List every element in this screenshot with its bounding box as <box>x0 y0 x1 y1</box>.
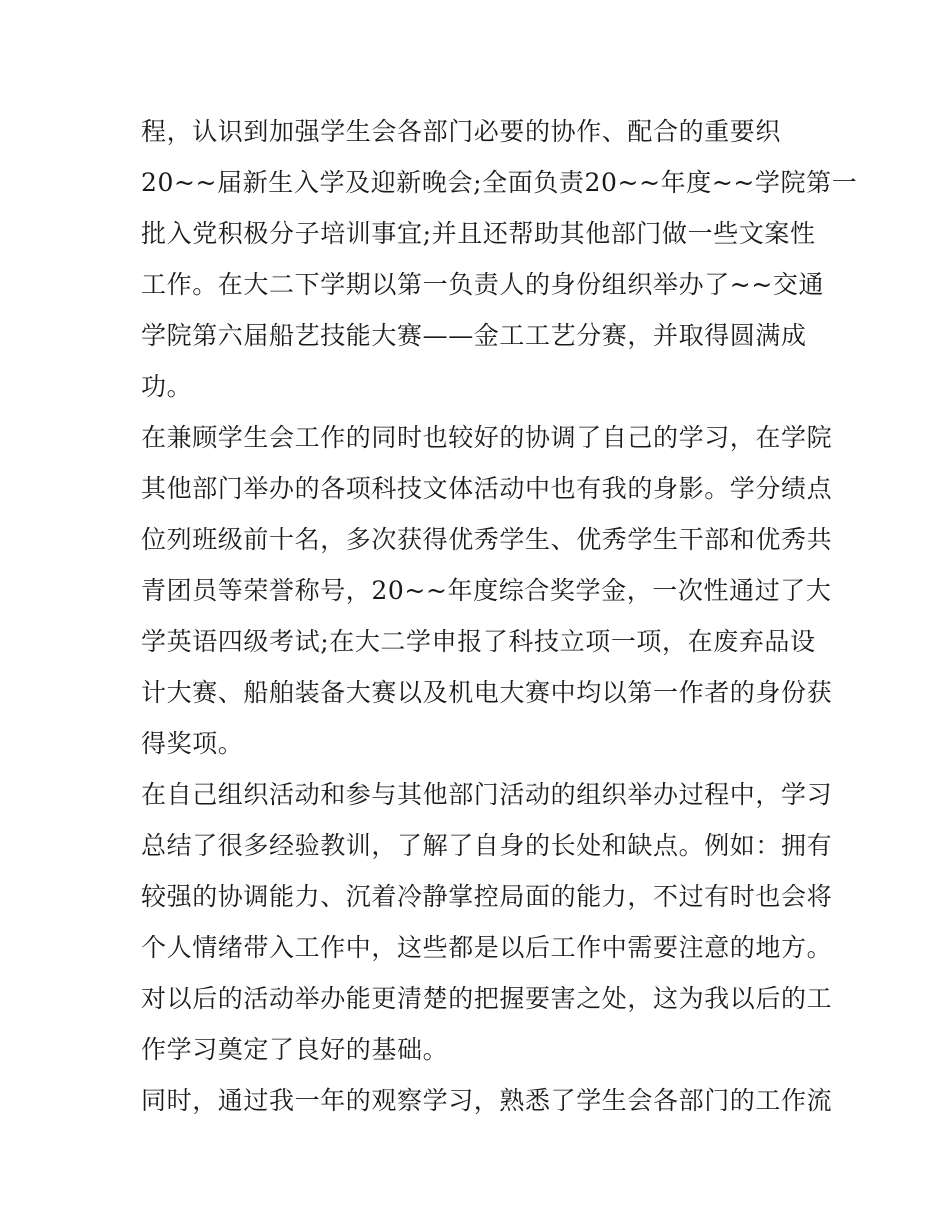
text-line: 在自己组织活动和参与其他部门活动的组织举办过程中，学习 <box>141 780 833 809</box>
text-line: 工作。在大二下学期以第一负责人的身份组织举办了~~交通 <box>141 270 825 299</box>
text-line: 总结了很多经验教训，了解了自身的长处和缺点。例如：拥有 <box>141 831 833 860</box>
text-line: 功。 <box>141 372 193 401</box>
text-line: 作学习奠定了良好的基础。 <box>141 1035 449 1064</box>
paragraph-1 <box>141 106 858 412</box>
paragraph-4 <box>141 1075 833 1126</box>
paragraph-2 <box>141 412 833 769</box>
text-line: 学英语四级考试;在大二学申报了科技立项一项，在废弃品设 <box>141 627 816 656</box>
text-line: 计大赛、船舶装备大赛以及机电大赛中均以第一作者的身份获 <box>141 678 833 707</box>
text-line: 个人情绪带入工作中，这些都是以后工作中需要注意的地方。 <box>141 933 833 962</box>
text-line: 得奖项。 <box>141 729 244 758</box>
text-line: 在兼顾学生会工作的同时也较好的协调了自己的学习，在学院 <box>141 423 833 452</box>
text-line: 程，认识到加强学生会各部门必要的协作、配合的重要织 <box>141 117 782 146</box>
text-line: 青团员等荣誉称号，20~~年度综合奖学金，一次性通过了大 <box>141 576 832 605</box>
text-line: 批入党积极分子培训事宜;并且还帮助其他部门做一些文案性 <box>141 219 816 248</box>
text-line: 同时，通过我一年的观察学习，熟悉了学生会各部门的工作流 <box>141 1086 833 1115</box>
text-line: 学院第六届船艺技能大赛——金工工艺分赛，并取得圆满成 <box>141 321 807 350</box>
text-line: 位列班级前十名，多次获得优秀学生、优秀学生干部和优秀共 <box>141 525 833 554</box>
paragraph-3 <box>141 769 833 1075</box>
text-line: 对以后的活动举办能更清楚的把握要害之处，这为我以后的工 <box>141 984 833 1013</box>
document-body <box>141 106 858 1126</box>
text-line: 较强的协调能力、沉着冷静掌控局面的能力，不过有时也会将 <box>141 882 833 911</box>
text-line: 20~~届新生入学及迎新晚会;全面负责20~~年度~~学院第一 <box>141 168 858 197</box>
text-line: 其他部门举办的各项科技文体活动中也有我的身影。学分绩点 <box>141 474 833 503</box>
